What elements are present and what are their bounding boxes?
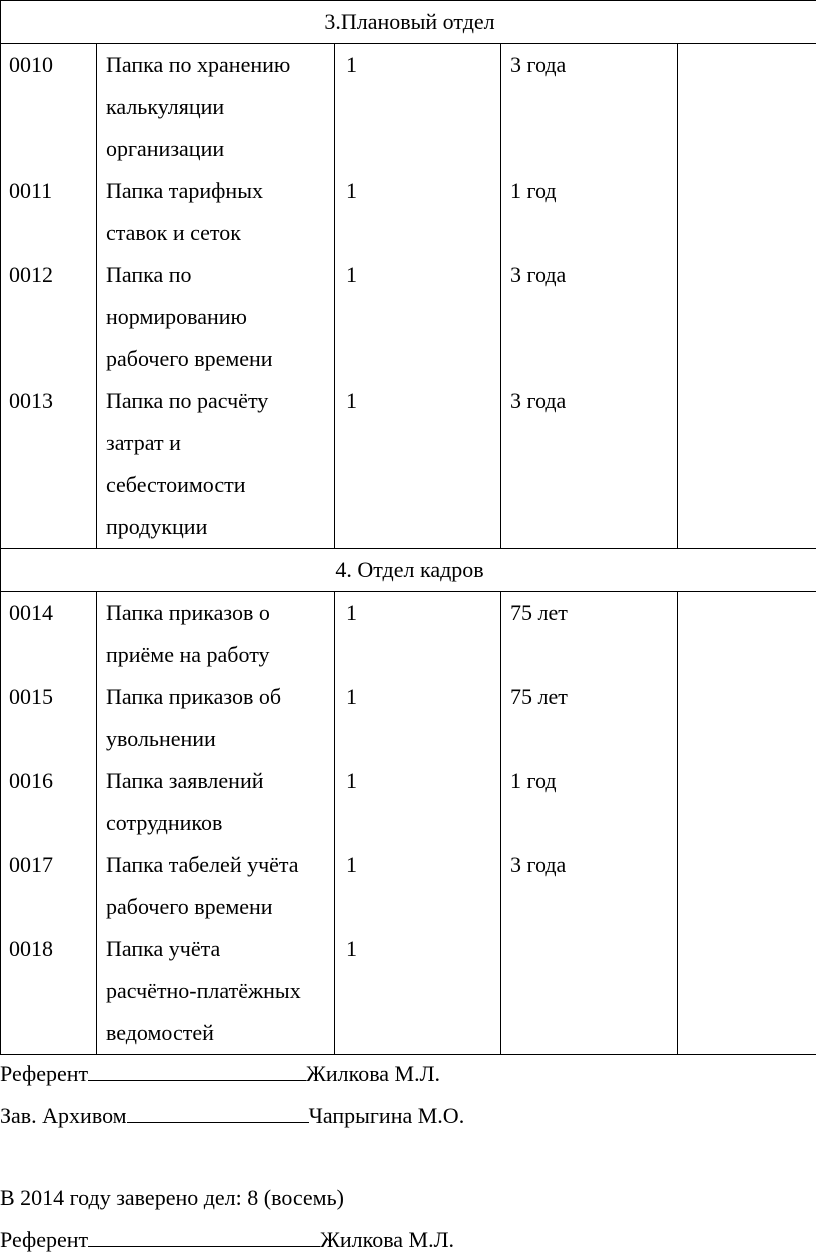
retention-term: 3 года	[510, 52, 567, 77]
signer-name: Чапрыгина М.О.	[308, 1103, 465, 1128]
signature-underline	[88, 1226, 320, 1247]
term-column	[501, 592, 678, 1055]
case-count: 1	[346, 768, 357, 793]
signer-role: Зав. Архивом	[0, 1103, 127, 1128]
retention-term: 1 год	[510, 768, 557, 793]
signer-role: Референт	[0, 1227, 89, 1252]
index-column	[1, 592, 97, 1055]
signature-line-archive-head	[0, 1102, 464, 1130]
section-header-row	[1, 549, 816, 592]
case-title-line: калькуляции	[106, 94, 225, 119]
title-column	[97, 44, 335, 549]
case-index: 0012	[9, 262, 53, 287]
case-title-line: Папка заявлений	[106, 768, 264, 793]
section-body-row	[1, 592, 816, 1055]
case-title-line: Папка учёта	[106, 936, 221, 961]
signer-name: Жилкова М.Л.	[306, 1061, 441, 1086]
case-count: 1	[346, 52, 357, 77]
case-title-line: ведомостей	[106, 1020, 214, 1045]
retention-term: 75 лет	[510, 600, 568, 625]
retention-term: 75 лет	[510, 684, 568, 709]
case-index: 0013	[9, 388, 53, 413]
case-title-line: продукции	[106, 514, 208, 539]
case-count: 1	[346, 852, 357, 877]
case-title-line: сотрудников	[106, 810, 223, 835]
case-title-line: Папка тарифных	[106, 178, 263, 203]
section-title: 4. Отдел кадров	[1, 549, 816, 592]
case-title-line: Папка по	[106, 262, 192, 287]
case-count: 1	[346, 936, 357, 961]
case-count: 1	[346, 600, 357, 625]
case-title-line: ставок и сеток	[106, 220, 241, 245]
signature-line-referent-final	[0, 1226, 454, 1254]
signature-underline	[88, 1060, 306, 1081]
case-title-line: организации	[106, 136, 225, 161]
case-index: 0017	[9, 852, 53, 877]
case-count: 1	[346, 684, 357, 709]
index-column	[1, 44, 97, 549]
case-title-line: Папка по расчёту	[106, 388, 269, 413]
retention-term: 3 года	[510, 388, 567, 413]
case-index: 0011	[9, 178, 53, 203]
retention-term: 1 год	[510, 178, 557, 203]
case-index: 0014	[9, 600, 53, 625]
case-title-line: затрат и	[106, 430, 181, 455]
signer-role: Референт	[0, 1061, 89, 1086]
signature-underline	[127, 1102, 309, 1123]
case-title-line: Папка приказов об	[106, 684, 282, 709]
case-title-line: рабочего времени	[106, 894, 273, 919]
signer-name: Жилкова М.Л.	[320, 1227, 455, 1252]
notes-column	[678, 44, 816, 549]
section-header-row	[1, 1, 816, 44]
case-title-line: Папка по хранению	[106, 52, 291, 77]
notes-column	[678, 592, 816, 1055]
certification-summary: В 2014 году заверено дел: 8 (восемь)	[0, 1185, 344, 1210]
signature-line-referent	[0, 1060, 440, 1088]
case-index: 0018	[9, 936, 53, 961]
case-title-line: Папка табелей учёта	[106, 852, 299, 877]
title-column	[97, 592, 335, 1055]
case-count: 1	[346, 178, 357, 203]
case-title-line: рабочего времени	[106, 346, 273, 371]
case-title-line: нормированию	[106, 304, 247, 329]
retention-term: 3 года	[510, 262, 567, 287]
section-title: 3.Плановый отдел	[1, 1, 816, 44]
section-body-row	[1, 44, 816, 549]
case-count: 1	[346, 262, 357, 287]
case-index: 0010	[9, 52, 53, 77]
case-title-line: себестоимости	[106, 472, 246, 497]
term-column	[501, 44, 678, 549]
case-index: 0015	[9, 684, 53, 709]
case-title-line: Папка приказов о	[106, 600, 270, 625]
case-title-line: приёме на работу	[106, 642, 270, 667]
case-title-line: расчётно-платёжных	[106, 978, 301, 1003]
case-index: 0016	[9, 768, 53, 793]
case-title-line: увольнении	[106, 726, 216, 751]
count-column	[335, 592, 501, 1055]
count-column	[335, 44, 501, 549]
retention-term: 3 года	[510, 852, 567, 877]
case-count: 1	[346, 388, 357, 413]
